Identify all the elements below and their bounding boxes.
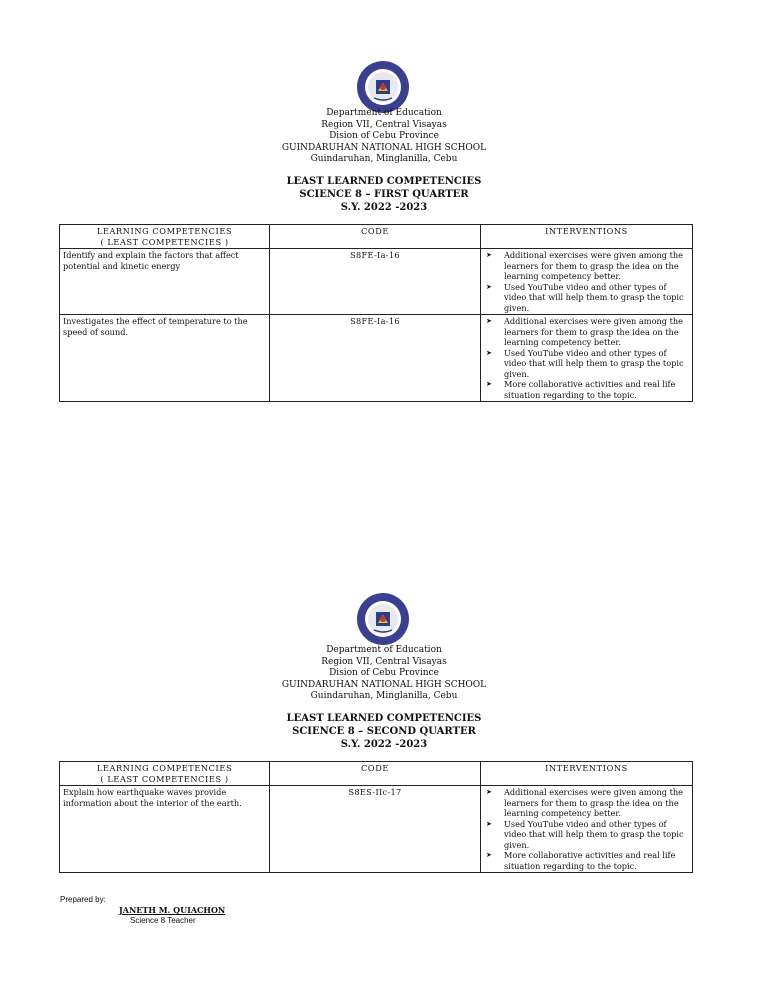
intervention-text: Additional exercises were given among the learners for them to grasp the idea on the learning competency better. — [504, 316, 684, 347]
q1-title-block — [0, 175, 768, 214]
school-name: GUINDARUHAN NATIONAL HIGH SCHOOL — [281, 679, 487, 690]
dept-name: Department of Education — [326, 645, 442, 655]
table-header-row — [60, 762, 693, 786]
q2-competency-table — [59, 761, 693, 873]
school-address: Guindaruhan, Minglanilla, Cebu — [310, 691, 458, 701]
col-competencies-sublabel: ( LEAST COMPETENCIES ) — [100, 773, 229, 784]
arrow-bullet-icon: ➤ — [486, 851, 492, 859]
intervention-text: More collaborative activities and real life situation regarding to the topic. — [504, 850, 676, 871]
deped-seal-icon — [356, 592, 410, 646]
competency-cell: Identify and explain the factors that affect potential and kinetic energy — [60, 249, 270, 315]
competency-cell: Explain how earthquake waves provide information about the interior of the earth. — [60, 786, 270, 873]
region-name: Region VII, Central Visayas — [321, 119, 447, 130]
dept-name: Department of Education — [326, 108, 442, 118]
school-header — [0, 108, 768, 166]
q1-subtitle: SCIENCE 8 – FIRST QUARTER — [299, 189, 469, 200]
interventions-cell — [481, 315, 693, 402]
col-header-interventions: INTERVENTIONS — [481, 225, 693, 249]
region-name: Region VII, Central Visayas — [321, 656, 447, 667]
list-item — [484, 316, 689, 348]
arrow-bullet-icon: ➤ — [486, 348, 492, 357]
arrow-bullet-icon: ➤ — [486, 380, 492, 388]
arrow-bullet-icon: ➤ — [486, 282, 492, 291]
arrow-bullet-icon: ➤ — [486, 317, 492, 325]
intervention-text: More collaborative activities and real life situation regarding to the topic. — [504, 379, 676, 400]
deped-seal-icon — [356, 60, 410, 114]
interventions-cell — [481, 249, 693, 315]
q2-subtitle: SCIENCE 8 – SECOND QUARTER — [292, 726, 476, 737]
col-competencies-label: LEARNING COMPETENCIES — [96, 226, 233, 236]
col-header-code: CODE — [270, 225, 481, 249]
col-header-competencies — [60, 762, 270, 786]
intervention-text: Used YouTube video and other types of video that will help them to grasp the topic given. — [504, 818, 684, 850]
code-cell: S8FE-Ia-16 — [270, 315, 481, 402]
list-item — [484, 787, 689, 819]
intervention-text: Additional exercises were given among the learners for them to grasp the idea on the learning competency better. — [504, 787, 684, 818]
division-name: Dision of Cebu Province — [329, 131, 439, 141]
q1-school-year: S.Y. 2022 -2023 — [340, 202, 428, 213]
list-item — [484, 379, 689, 400]
col-header-interventions: INTERVENTIONS — [481, 762, 693, 786]
arrow-bullet-icon: ➤ — [486, 788, 492, 796]
intervention-text: Additional exercises were given among the learners for them to grasp the idea on the learning competency better. — [504, 250, 684, 281]
q1-title: LEAST LEARNED COMPETENCIES — [286, 176, 482, 187]
preparer-role: Science 8 Teacher — [130, 916, 196, 925]
code-cell: S8ES-IIc-17 — [270, 786, 481, 873]
table-row — [60, 249, 693, 315]
list-item — [484, 282, 689, 314]
code-cell: S8FE-Ia-16 — [270, 249, 481, 315]
col-header-code: CODE — [270, 762, 481, 786]
table-row — [60, 786, 693, 873]
q2-school-year: S.Y. 2022 -2023 — [340, 739, 428, 750]
school-address: Guindaruhan, Minglanilla, Cebu — [310, 154, 458, 164]
intervention-text: Used YouTube video and other types of video that will help them to grasp the topic given. — [504, 347, 684, 379]
col-header-competencies — [60, 225, 270, 249]
school-name: GUINDARUHAN NATIONAL HIGH SCHOOL — [281, 142, 487, 153]
table-header-row — [60, 225, 693, 249]
competency-cell: Investigates the effect of temperature to the speed of sound. — [60, 315, 270, 402]
interventions-cell — [481, 786, 693, 873]
list-item — [484, 348, 689, 380]
q2-title: LEAST LEARNED COMPETENCIES — [286, 713, 482, 724]
q1-competency-table — [59, 224, 693, 402]
table-row — [60, 315, 693, 402]
q2-title-block — [0, 712, 768, 751]
prepared-by-label: Prepared by: — [60, 895, 106, 904]
arrow-bullet-icon: ➤ — [486, 251, 492, 259]
list-item — [484, 250, 689, 282]
arrow-bullet-icon: ➤ — [486, 819, 492, 828]
division-name: Dision of Cebu Province — [329, 668, 439, 678]
list-item — [484, 819, 689, 851]
col-competencies-label: LEARNING COMPETENCIES — [96, 763, 233, 773]
preparer-name: JANETH M. QUIACHON — [119, 905, 226, 915]
school-header — [0, 645, 768, 703]
intervention-text: Used YouTube video and other types of video that will help them to grasp the topic given. — [504, 281, 684, 313]
col-competencies-sublabel: ( LEAST COMPETENCIES ) — [100, 236, 229, 247]
list-item — [484, 850, 689, 871]
